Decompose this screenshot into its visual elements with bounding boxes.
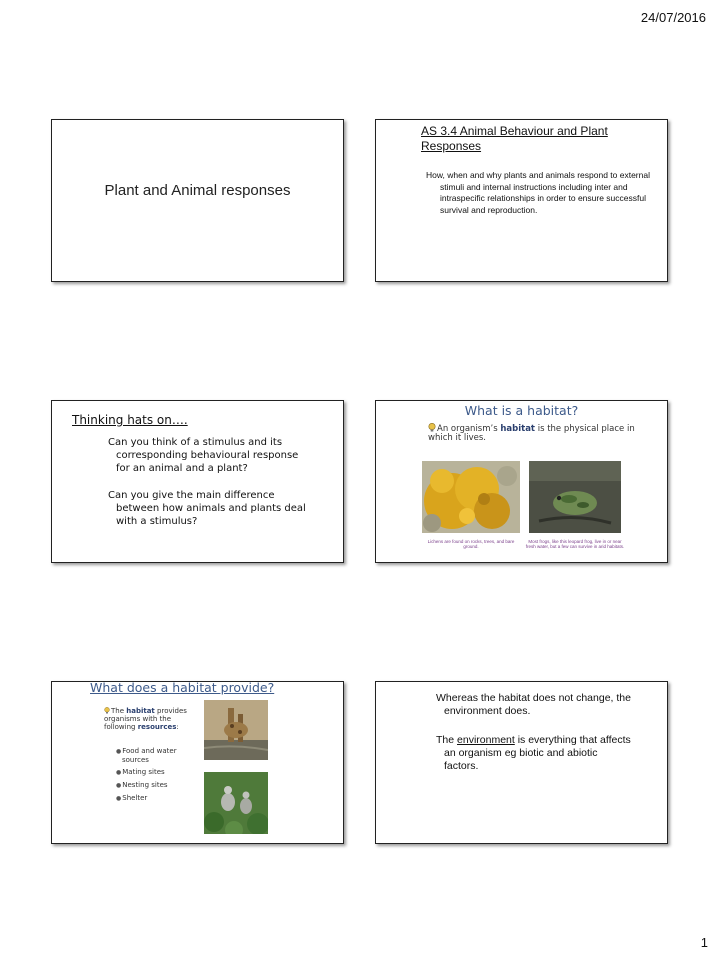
lichen-photo	[422, 461, 520, 533]
slide-4	[375, 400, 668, 563]
term-environment: environment	[457, 734, 515, 746]
giraffes-drinking-photo	[204, 700, 268, 760]
slide-title: AS 3.4 Animal Behaviour and Plant Responses	[421, 124, 608, 153]
slide-body-text: How, when and why plants and animals respond to external stimuli and internal instructions including inter and intraspecific relationships in order to ensure successful survival and reproduction.	[426, 170, 650, 215]
page-number: 1	[700, 935, 708, 950]
text-segment: The	[436, 734, 458, 746]
page-date: 24/07/2016	[640, 10, 706, 25]
slide-6	[375, 681, 668, 844]
slide-1	[51, 119, 344, 282]
lightbulb-bullet-icon	[104, 707, 110, 714]
frog-photo	[529, 461, 621, 533]
slide-2	[375, 119, 668, 282]
habitat-resources-intro	[104, 707, 194, 731]
text-segment: The	[111, 707, 127, 715]
resources-list	[116, 747, 201, 807]
list-item: ● Nesting sites	[116, 781, 201, 790]
text-segment: is everything that affects an organism eg biotic and abiotic factors.	[444, 734, 631, 772]
slide-title: What is a habitat?	[464, 403, 579, 418]
slide-5	[51, 681, 344, 844]
list-item: ● Mating sites	[116, 768, 201, 777]
slide-title: What does a habitat provide?	[90, 681, 275, 695]
term-habitat: habitat	[126, 707, 155, 715]
habitat-definition	[428, 423, 648, 443]
question-1: Can you think of a stimulus and its corresponding behavioural response for an animal and a plant?	[108, 437, 299, 474]
list-item: ● Shelter	[116, 794, 201, 803]
text-segment: is the physical place in which it lives.	[428, 424, 635, 443]
slide-3	[51, 400, 344, 563]
list-item: ● Food and water sources	[116, 747, 201, 764]
slide-title: Plant and Animal responses	[104, 182, 291, 199]
environment-definition	[436, 734, 634, 773]
question-2: Can you give the main difference between how animals and plants deal with a stimulus?	[108, 490, 306, 527]
lightbulb-bullet-icon	[428, 423, 436, 432]
lichen-caption: Lichens are found on rocks, trees, and bare ground.	[427, 539, 515, 549]
text-segment: provides organisms with the following	[104, 707, 187, 731]
frog-caption: Most frogs, like this leopard frog, live in or near fresh water, but a few can survive in arid habitats.	[525, 539, 625, 549]
text-segment: :	[176, 723, 179, 731]
herons-nesting-photo	[204, 772, 268, 834]
term-habitat: habitat	[500, 424, 535, 434]
text-segment: An organism’s	[437, 424, 501, 434]
slide-title: Thinking hats on….	[72, 413, 188, 427]
term-resources: resources	[137, 723, 177, 731]
habitat-vs-environment-text: Whereas the habitat does not change, the environment does.	[436, 692, 631, 717]
